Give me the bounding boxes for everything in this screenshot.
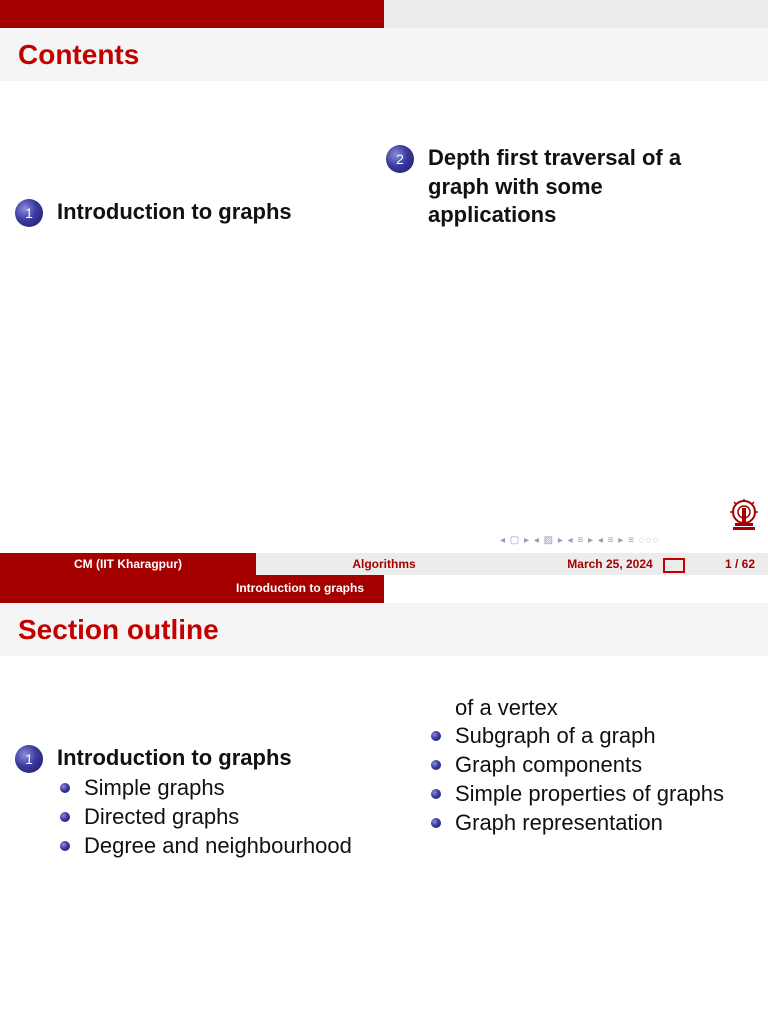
subsection-subgraph[interactable]: Subgraph of a graph xyxy=(455,723,656,748)
sphere-bullet-icon xyxy=(60,812,70,822)
header-bar-right xyxy=(384,0,768,28)
footer-date: March 25, 2024 xyxy=(567,557,653,571)
slide2-section-number-icon: 1 xyxy=(15,745,43,773)
footer-page-number: 1 / 62 xyxy=(724,557,756,571)
slide1-title-bar xyxy=(0,28,768,81)
subsection-directed-graphs[interactable]: Directed graphs xyxy=(84,804,240,829)
slide2-section-heading[interactable]: Introduction to graphs xyxy=(57,745,292,770)
sphere-bullet-icon xyxy=(431,818,441,828)
footer-author: CM (IIT Kharagpur) xyxy=(0,553,256,575)
sphere-bullet-icon xyxy=(60,783,70,793)
section-2-number-icon: 2 xyxy=(386,145,414,173)
slide2-title: Section outline xyxy=(18,614,219,645)
header-bar-left xyxy=(0,0,384,28)
toc-item-dfs-line3: applications xyxy=(428,202,557,227)
sphere-bullet-icon xyxy=(431,731,441,741)
toc-item-dfs-line2: graph with some xyxy=(428,173,603,199)
iit-kharagpur-logo-icon xyxy=(729,499,759,531)
sphere-bullet-icon xyxy=(60,841,70,851)
toc-item-dfs[interactable] xyxy=(428,144,681,230)
subsection-graph-components[interactable]: Graph components xyxy=(455,752,643,777)
toc-item-introduction[interactable]: Introduction to graphs xyxy=(57,199,292,224)
subsection-simple-graphs[interactable]: Simple graphs xyxy=(84,775,225,800)
sphere-bullet-icon xyxy=(431,789,441,799)
slide1-title: Contents xyxy=(18,39,140,70)
sphere-bullet-icon xyxy=(431,760,441,770)
subsection-graph-representation[interactable]: Graph representation xyxy=(455,810,663,835)
navigation-controls[interactable]: ◂ ▢ ▸ ◂ ▨ ▸ ◂ ≡ ▸ ◂ ≡ ▸ ≡ ◌◌◌ xyxy=(500,535,660,546)
footer-box-icon xyxy=(663,558,685,573)
footer-title: Algorithms xyxy=(256,553,512,575)
subsection-degree-neighbourhood[interactable]: Degree and neighbourhood xyxy=(84,833,352,858)
slide2-header-section: Introduction to graphs xyxy=(236,581,364,595)
slide2-title-bar xyxy=(0,603,768,656)
section-1-number-icon: 1 xyxy=(15,199,43,227)
subsection-simple-properties[interactable]: Simple properties of graphs xyxy=(455,781,725,806)
slide1-footer xyxy=(0,553,768,575)
subsection-continuation: of a vertex xyxy=(455,695,558,720)
slide2-header-section-bar xyxy=(0,575,384,603)
toc-item-dfs-line1: Depth first traversal of a xyxy=(428,145,682,170)
slide2-header-right xyxy=(384,575,768,603)
